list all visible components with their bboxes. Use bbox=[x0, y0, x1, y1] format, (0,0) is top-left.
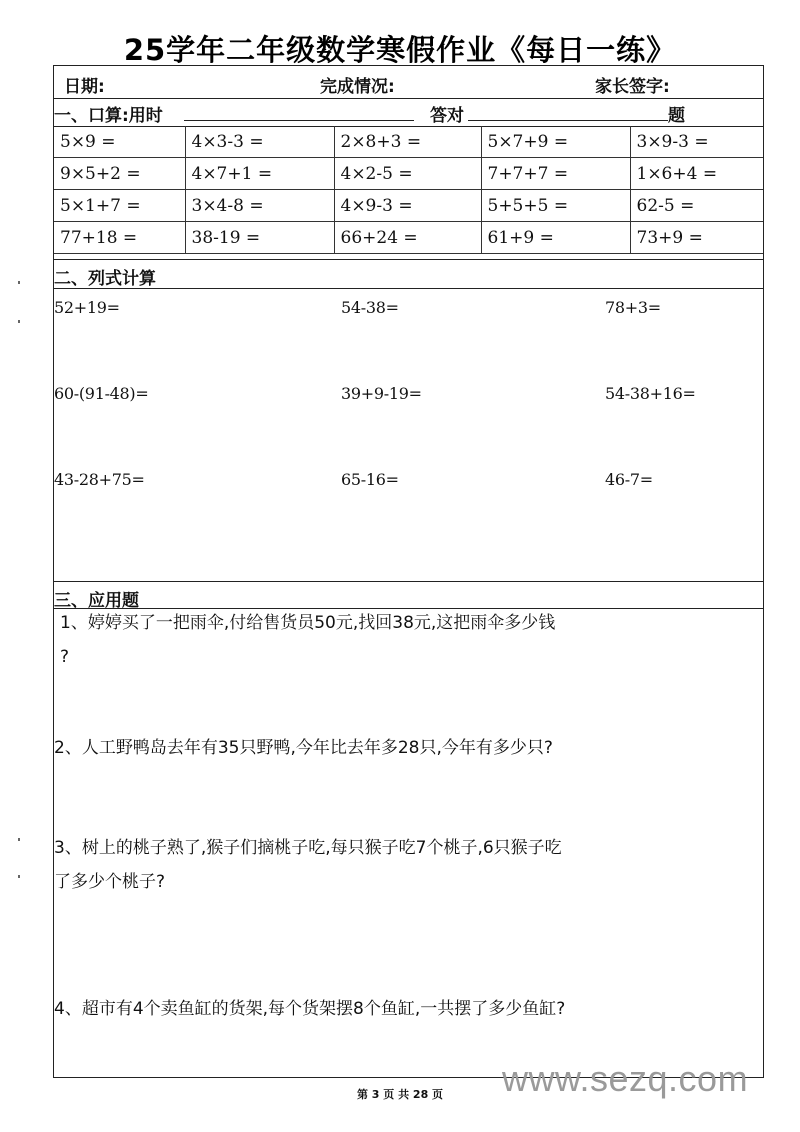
calc-item[interactable]: 54-38+16= bbox=[605, 384, 696, 403]
grid-cell[interactable]: 1×6+4 = bbox=[630, 158, 763, 190]
word-problem-3[interactable] bbox=[54, 831, 759, 899]
calc-item[interactable]: 65-16= bbox=[341, 470, 399, 489]
grid-cell[interactable]: 38-19 = bbox=[185, 222, 334, 254]
scan-speck bbox=[18, 320, 20, 323]
section3-label: 三、应用题 bbox=[54, 591, 139, 611]
grid-cell[interactable]: 4×2-5 = bbox=[334, 158, 481, 190]
grid-row bbox=[54, 158, 763, 190]
grid-cell[interactable]: 61+9 = bbox=[481, 222, 630, 254]
grid-cell[interactable]: 4×7+1 = bbox=[185, 158, 334, 190]
section1-header bbox=[54, 98, 763, 127]
grid-cell[interactable]: 5×9 = bbox=[54, 126, 185, 158]
grid-cell[interactable]: 4×3-3 = bbox=[185, 126, 334, 158]
problem-text: 4、超市有4个卖鱼缸的货架,每个货架摆8个鱼缸,一共摆了多少鱼缸? bbox=[54, 999, 566, 1019]
word-problem-1[interactable] bbox=[60, 606, 765, 674]
grid-cell[interactable]: 3×9-3 = bbox=[630, 126, 763, 158]
grid-cell[interactable]: 5×7+9 = bbox=[481, 126, 630, 158]
problem-text: 1、婷婷买了一把雨伞,付给售货员50元,找回38元,这把雨伞多少钱 bbox=[60, 613, 556, 633]
time-used-blank[interactable] bbox=[184, 120, 414, 121]
grid-row bbox=[54, 222, 763, 254]
scan-speck bbox=[18, 838, 20, 841]
grid-cell[interactable]: 62-5 = bbox=[630, 190, 763, 222]
correct-label: 答对 bbox=[430, 106, 464, 126]
word-problem-4[interactable] bbox=[54, 992, 759, 1026]
completion-label: 完成情况: bbox=[320, 77, 395, 97]
worksheet-sheet bbox=[53, 65, 764, 1078]
grid-cell[interactable]: 9×5+2 = bbox=[54, 158, 185, 190]
grid-cell[interactable]: 5×1+7 = bbox=[54, 190, 185, 222]
calc-item[interactable]: 52+19= bbox=[54, 298, 120, 317]
worksheet-title: 25学年二年级数学寒假作业《每日一练》 bbox=[123, 33, 677, 67]
section2-label: 二、列式计算 bbox=[54, 269, 156, 289]
problem-text-continued: 了多少个桃子? bbox=[54, 872, 166, 892]
grid-cell[interactable]: 66+24 = bbox=[334, 222, 481, 254]
date-label: 日期: bbox=[64, 77, 105, 97]
grid-row bbox=[54, 190, 763, 222]
page-number: 第 3 页 共 28 页 bbox=[356, 1088, 444, 1101]
grid-cell[interactable]: 73+9 = bbox=[630, 222, 763, 254]
parent-signature-label: 家长签字: bbox=[595, 77, 670, 97]
problem-text: 2、人工野鸭岛去年有35只野鸭,今年比去年多28只,今年有多少只? bbox=[54, 738, 553, 758]
questions-label: 题 bbox=[668, 106, 685, 126]
word-problem-2[interactable] bbox=[54, 731, 759, 765]
grid-cell[interactable]: 2×8+3 = bbox=[334, 126, 481, 158]
grid-cell[interactable]: 5+5+5 = bbox=[481, 190, 630, 222]
calc-item[interactable]: 54-38= bbox=[341, 298, 399, 317]
oral-arithmetic-grid bbox=[54, 126, 763, 254]
scan-speck bbox=[18, 281, 20, 284]
scan-speck bbox=[18, 875, 20, 878]
grid-row bbox=[54, 126, 763, 158]
grid-cell[interactable]: 4×9-3 = bbox=[334, 190, 481, 222]
grid-cell[interactable]: 77+18 = bbox=[54, 222, 185, 254]
watermark: www.sezq.com bbox=[502, 1058, 749, 1099]
section1-label: 一、口算:用时 bbox=[54, 106, 163, 126]
calc-item[interactable]: 60-(91-48)= bbox=[54, 384, 149, 403]
header-row bbox=[54, 66, 763, 99]
correct-count-blank[interactable] bbox=[468, 120, 668, 121]
section2-header bbox=[54, 259, 763, 289]
calc-item[interactable]: 43-28+75= bbox=[54, 470, 145, 489]
grid-cell[interactable]: 3×4-8 = bbox=[185, 190, 334, 222]
problem-text: 3、树上的桃子熟了,猴子们摘桃子吃,每只猴子吃7个桃子,6只猴子吃 bbox=[54, 838, 562, 858]
calc-item[interactable]: 46-7= bbox=[605, 470, 653, 489]
calc-item[interactable]: 39+9-19= bbox=[341, 384, 422, 403]
calc-item[interactable]: 78+3= bbox=[605, 298, 661, 317]
section3-header bbox=[54, 581, 763, 609]
grid-cell[interactable]: 7+7+7 = bbox=[481, 158, 630, 190]
problem-text-continued: ? bbox=[60, 647, 70, 667]
